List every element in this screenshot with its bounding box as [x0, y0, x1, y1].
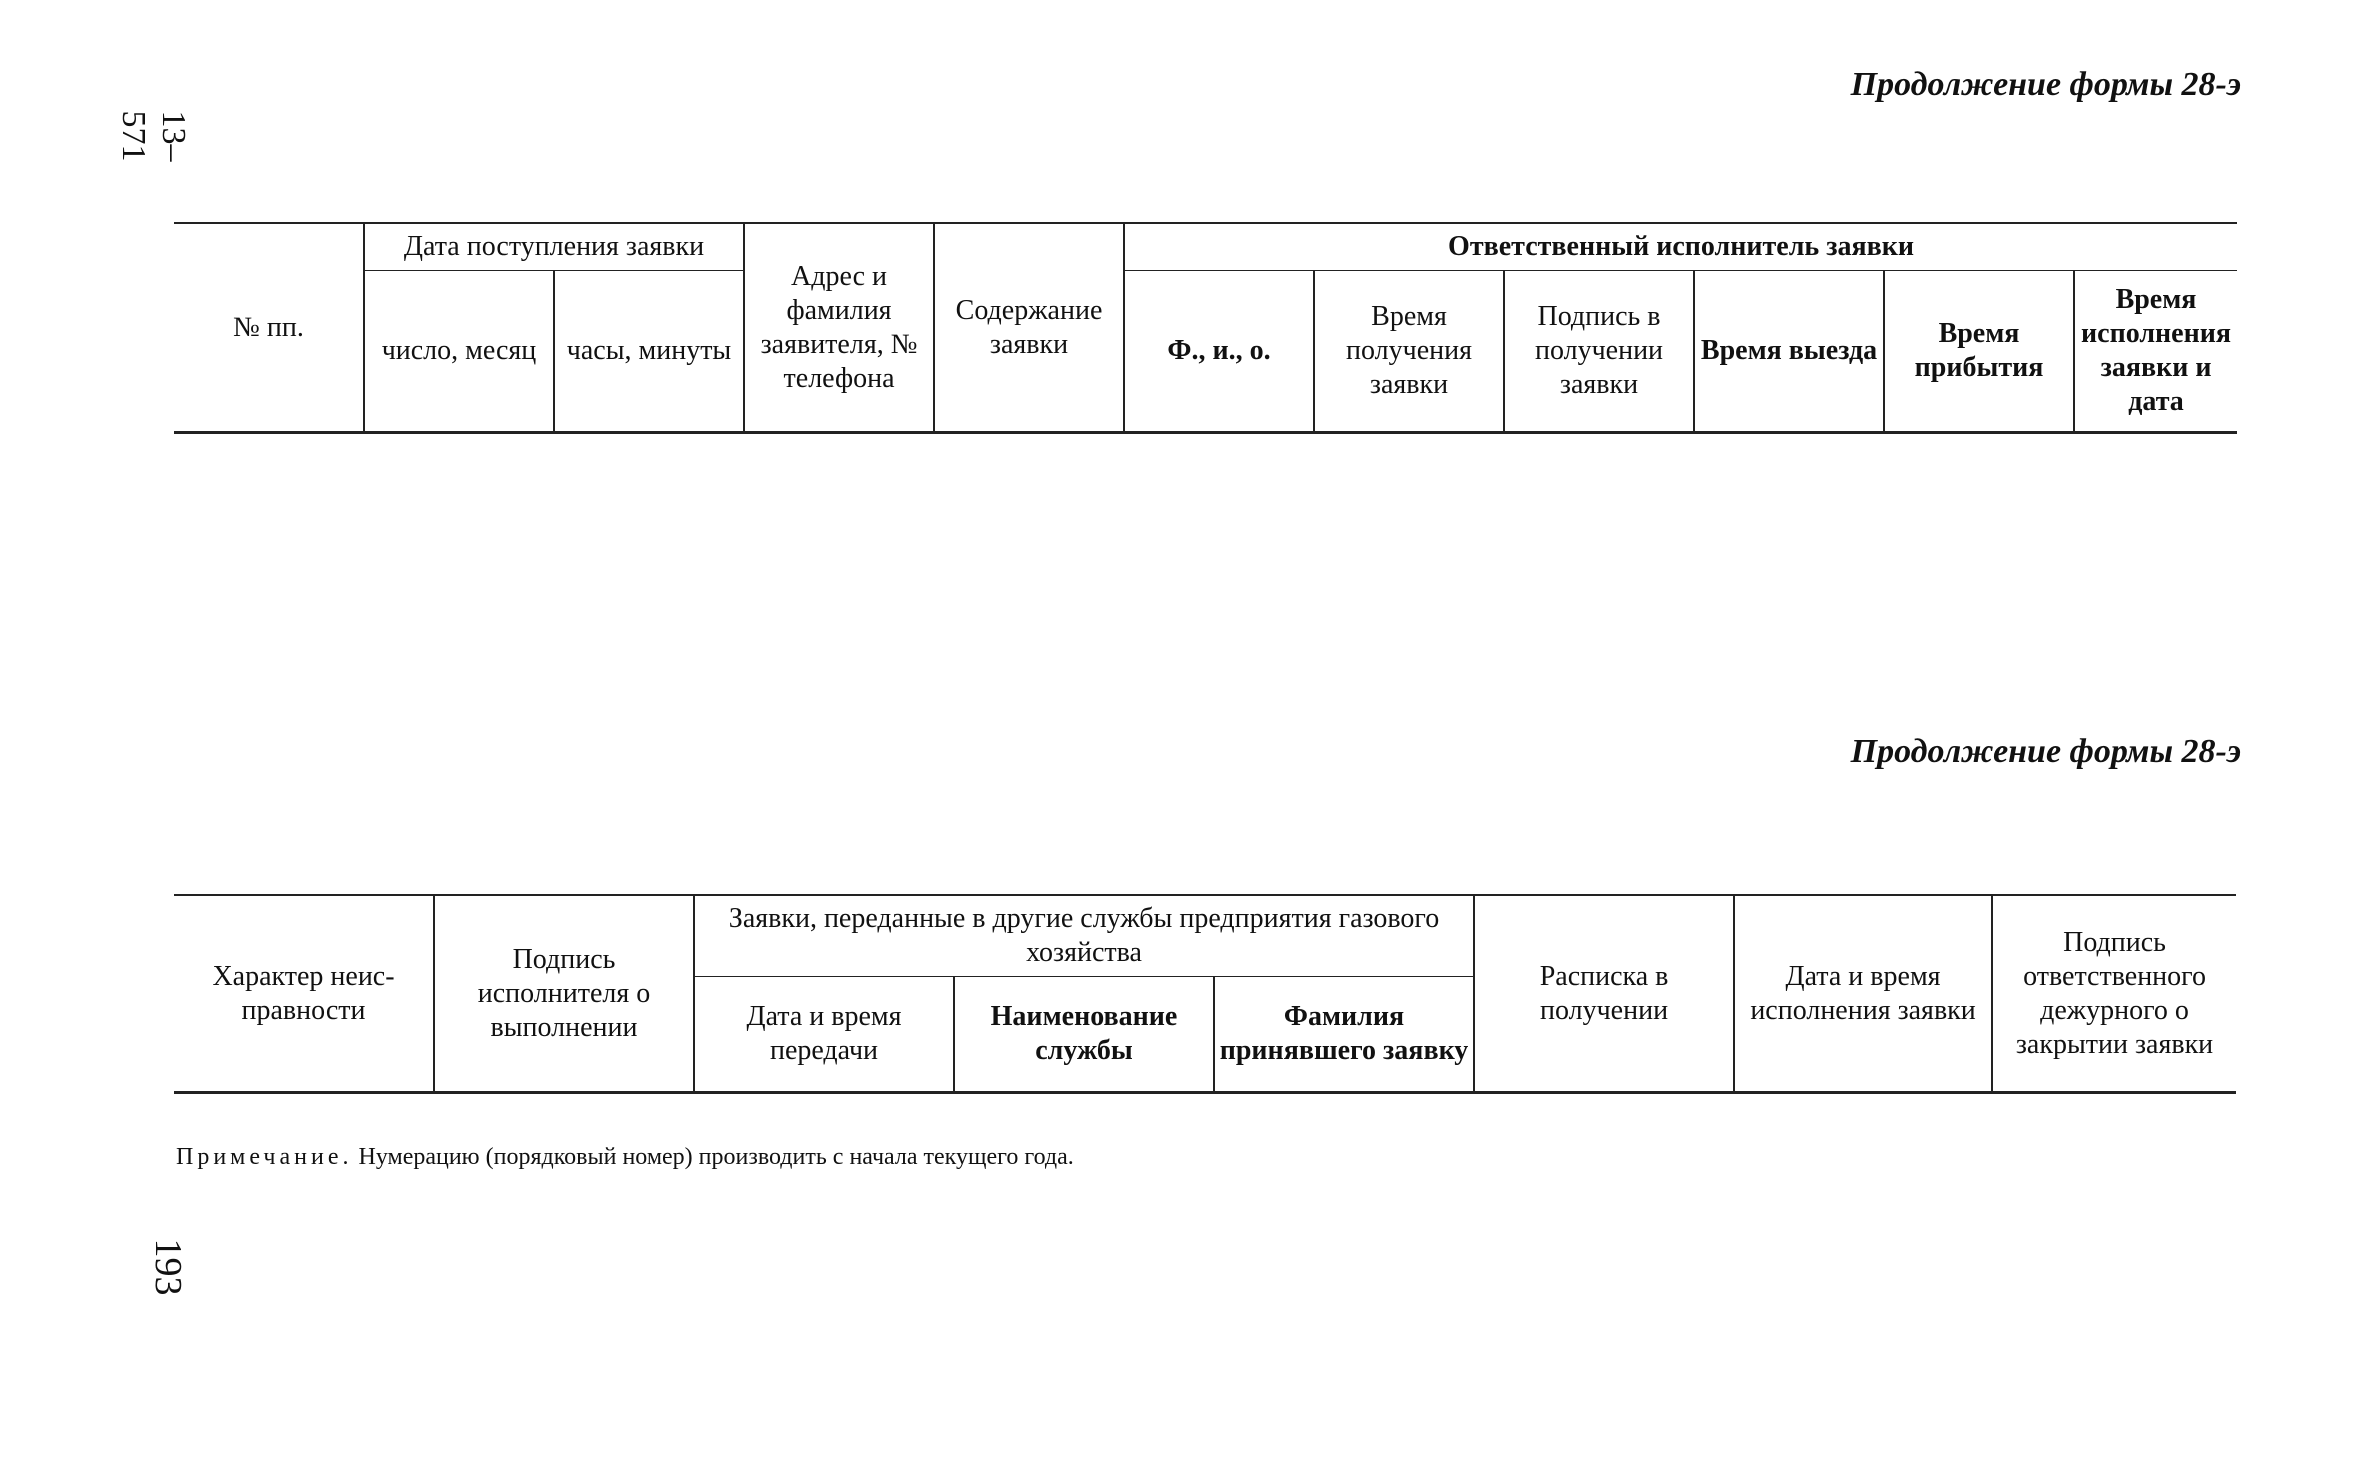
header-time-received: Время получения заявки [1314, 271, 1504, 433]
header-completion-datetime: Дата и время исполнения заявки [1734, 895, 1992, 1093]
header-time-arrival: Время прибытия [1884, 271, 2074, 433]
side-code: 13–571 [115, 110, 192, 162]
footnote-text: Нумерацию (порядковый номер) производить с начала текущего года. [358, 1144, 1074, 1170]
header-signature-received: Подпись в получении заявки [1504, 271, 1694, 433]
footnote-label: Примечание. [176, 1144, 353, 1170]
form-heading-bottom: Продолжение формы 28-э [1850, 733, 2241, 770]
header-address: Адрес и фамилия заявителя, № телефона [744, 223, 934, 433]
header-number: № пп. [174, 223, 364, 433]
header-malfunction: Характер неис-правности [174, 895, 434, 1093]
header-day-month: число, месяц [364, 271, 554, 433]
header-transfer-datetime: Дата и время передачи [694, 977, 954, 1093]
header-content: Содержание заявки [934, 223, 1124, 433]
header-accepted-by: Фамилия принявшего заявку [1214, 977, 1474, 1093]
request-log-table-part1 [174, 222, 2237, 434]
header-executor-signature: Подпись исполнителя о выполнении [434, 895, 694, 1093]
header-fio: Ф., и., о. [1124, 271, 1314, 433]
header-hours-minutes: часы, минуты [554, 271, 744, 433]
header-time-departure: Время выезда [1694, 271, 1884, 433]
form-heading-top: Продолжение формы 28-э [1850, 66, 2241, 103]
header-service-name: Наименование службы [954, 977, 1214, 1093]
header-transferred-group: Заявки, переданные в другие службы предприятия газового хозяйства [694, 895, 1474, 977]
header-time-completion: Время исполнения заявки и дата [2074, 271, 2237, 433]
footnote [176, 1144, 1074, 1171]
page-number: 193 [147, 1238, 189, 1296]
header-receipt: Расписка в получении [1474, 895, 1734, 1093]
header-duty-signature: Подпись ответственного дежурного о закрытии заявки [1992, 895, 2236, 1093]
header-date-group: Дата поступления заявки [364, 223, 744, 271]
header-responsible-group: Ответственный исполнитель заявки [1124, 223, 2237, 271]
request-log-table-part2 [174, 894, 2236, 1094]
